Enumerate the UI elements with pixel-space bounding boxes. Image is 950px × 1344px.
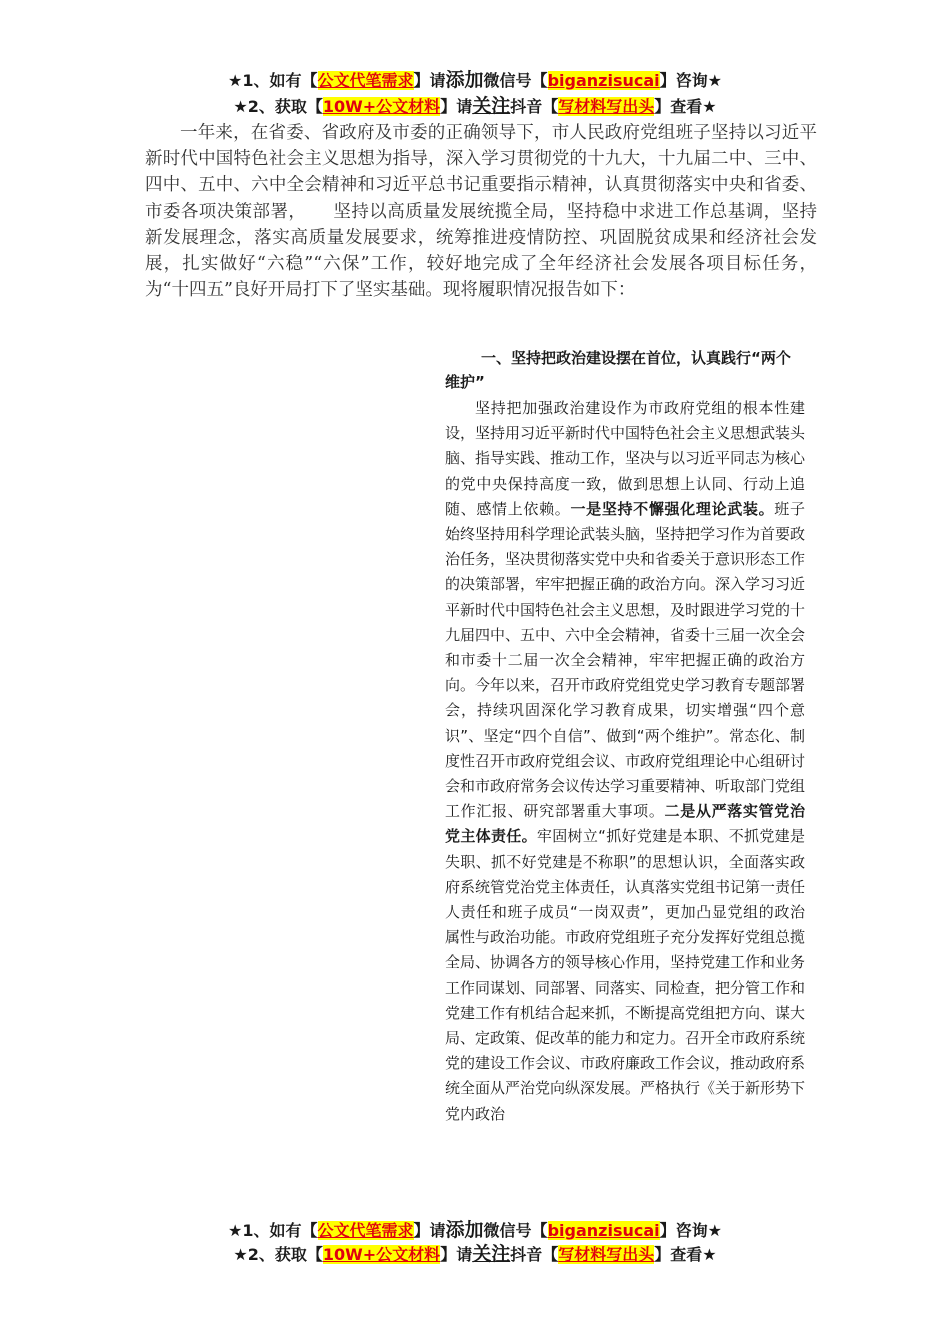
top-banner-line-1 [0, 68, 950, 93]
banner-highlight-materials[interactable]: 10W+公文材料 [322, 1245, 441, 1264]
body-text: 坚持把加强政治建设作为市政府党组的根本性建设，坚持用习近平新时代中国特色社会主义思想武装头脑、指导实践、推动工作，坚决与以习近平同志为核心的党中央保持高度一致，做到思想上认同、行动上追随、感情上依赖。 [445, 399, 806, 518]
banner-highlight-wechat-id[interactable]: biganzisucai [547, 71, 660, 90]
banner-text: 】请 [413, 1221, 446, 1240]
intro-paragraph: 一年来，在省委、省政府及市委的正确领导下，市人民政府党组班子坚持以习近平新时代中国特色社会主义思想为指导，深入学习贯彻党的十九大，十九届二中、三中、四中、五中、六中全会精神和习近平总书记重要指示精神，认真贯彻落实中央和省委、市委各项决策部署， 坚持以高质量发展统揽全局，坚持稳中求进工作总基调，坚持新发展理念，落实高质量发展要求，统筹推进疫情防控、巩固脱贫成果和经济社会发展，扎实做好“六稳”“六保”工作，较好地完成了全年经济社会发展各项目标任务，为“十四五”良好开局打下了坚实基础。现将履职情况报告如下： [145, 123, 817, 301]
bottom-banner-line-1 [0, 1218, 950, 1243]
banner-emphasis: 关注 [472, 1243, 511, 1265]
banner-highlight-douyin-account[interactable]: 写材料写出头 [558, 1245, 655, 1264]
banner-text: 抖音【 [510, 97, 559, 116]
banner-text: 】咨询★ [659, 1221, 722, 1240]
banner-highlight-douyin-account[interactable]: 写材料写出头 [558, 97, 655, 116]
section-body [445, 396, 805, 1127]
banner-text: ★1、如有【 [228, 71, 318, 90]
banner-highlight-wechat-id[interactable]: biganzisucai [547, 1221, 660, 1240]
banner-text: 】请 [413, 71, 446, 90]
banner-highlight-materials[interactable]: 10W+公文材料 [322, 97, 441, 116]
banner-text: 抖音【 [510, 1245, 559, 1264]
banner-highlight-service[interactable]: 公文代笔需求 [317, 1221, 414, 1240]
banner-text: 】咨询★ [659, 71, 722, 90]
body-bold-heading: 一是坚持不懈强化理论武装。 [570, 499, 775, 518]
banner-text: 】请 [440, 97, 473, 116]
banner-text: ★2、获取【 [233, 1245, 323, 1264]
banner-emphasis: 添加 [445, 1219, 484, 1241]
section-title: 一、坚持把政治建设摆在首位，认真践行“两个维护” [445, 349, 791, 391]
banner-text: 微信号【 [483, 1221, 548, 1240]
banner-text: 】查看★ [654, 1245, 717, 1264]
banner-text: 】请 [440, 1245, 473, 1264]
banner-highlight-service[interactable]: 公文代笔需求 [317, 71, 414, 90]
banner-text: ★2、获取【 [233, 97, 323, 116]
banner-text: 】查看★ [654, 97, 717, 116]
banner-text: ★1、如有【 [228, 1221, 318, 1240]
banner-emphasis: 添加 [445, 69, 484, 91]
body-text: 班子始终坚持用科学理论武装头脑，坚持把学习作为首要政治任务，坚决贯彻落实党中央和省委关于意识形态工作的决策部署，牢牢把握正确的政治方向。深入学习习近平新时代中国特色社会主义思想，及时跟进学习党的十九届四中、五中、六中全会精神，省委十三届一次全会和市委十二届一次全会精神，牢牢把握正确的政治方向。今年以来，召开市政府党组党史学习教育专题部署会，持续巩固深化学习教育成果，切实增强“四个意识”、坚定“四个自信”、做到“两个维护”。常态化、制度性召开市政府党组会议、市政府党组理论中心组研讨会和市政府常务会议传达学习重要精神、听取部门党组工作汇报、研究部署重大事项。 [445, 499, 806, 821]
body-text: 牢固树立“抓好党建是本职、不抓党建是失职、抓不好党建是不称职”的思想认识，全面落实政府系统管党治党主体责任，认真落实党组书记第一责任人责任和班子成员“一岗双责”，更加凸显党组的政治属性与政治功能。市政府党组班子充分发挥好党组总揽全局、协调各方的领导核心作用，坚持党建工作和业务工作同谋划、同部署、同落实、同检查，把分管工作和党建工作有机结合起来抓，不断提高党组把方向、谋大局、定政策、促改革的能力和定力。召开全市政府系统党的建设工作会议、市政府廉政工作会议，推动政府系统全面从严治党向纵深发展。严格执行《关于新形势下党内政治 [445, 827, 806, 1123]
bottom-banner-line-2 [0, 1242, 950, 1267]
banner-text: 微信号【 [483, 71, 548, 90]
body-bold-heading: 二是从严落实管党治党主体责任。 [445, 802, 805, 846]
banner-emphasis: 关注 [472, 95, 511, 117]
top-banner-line-2 [0, 94, 950, 119]
